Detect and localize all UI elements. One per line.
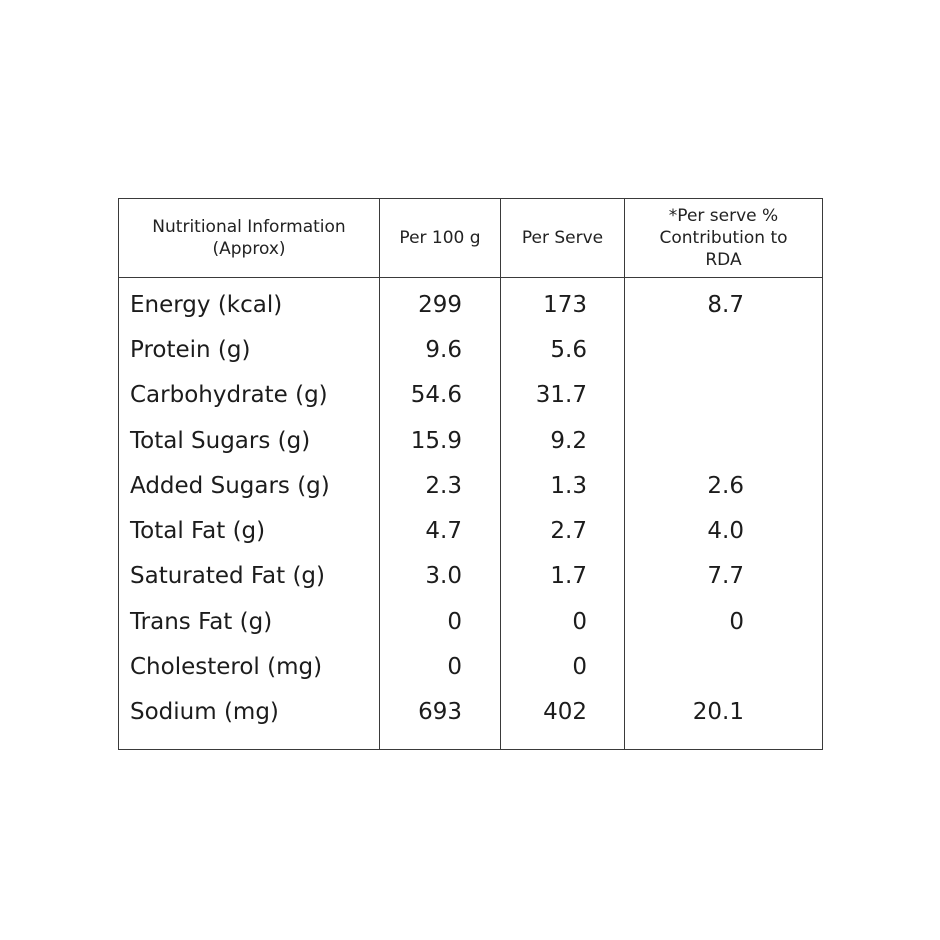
header-per-100g	[380, 199, 501, 278]
header-per-100g-line: Per 100 g	[399, 228, 481, 248]
nutrient-name: Energy (kcal)	[119, 278, 380, 328]
table-body	[119, 278, 823, 750]
table-row	[119, 644, 823, 689]
per-100g-value: 2.3	[380, 463, 501, 508]
header-nutrient-line: Nutritional Information	[152, 217, 346, 237]
header-per-serve-line: Per Serve	[521, 228, 604, 248]
table-row	[119, 327, 823, 372]
per-serve-value: 402	[501, 690, 625, 750]
table-row	[119, 554, 823, 599]
nutrient-name: Saturated Fat (g)	[119, 554, 380, 599]
rda-value: 20.1	[625, 690, 823, 750]
per-serve-value: 2.7	[501, 508, 625, 553]
header-rda-line: RDA	[705, 250, 742, 270]
header-nutrient	[119, 199, 380, 278]
per-serve-value: 9.2	[501, 418, 625, 463]
nutrient-name: Cholesterol (mg)	[119, 644, 380, 689]
table-row	[119, 463, 823, 508]
nutrient-name: Protein (g)	[119, 327, 380, 372]
table-row	[119, 278, 823, 328]
rda-value	[625, 373, 823, 418]
per-100g-value: 299	[380, 278, 501, 328]
per-100g-value: 4.7	[380, 508, 501, 553]
per-serve-value: 1.7	[501, 554, 625, 599]
per-100g-value: 15.9	[380, 418, 501, 463]
per-100g-value: 3.0	[380, 554, 501, 599]
per-serve-value: 0	[501, 599, 625, 644]
rda-value: 4.0	[625, 508, 823, 553]
per-serve-value: 31.7	[501, 373, 625, 418]
nutrient-name: Trans Fat (g)	[119, 599, 380, 644]
table-row	[119, 599, 823, 644]
per-100g-value: 0	[380, 599, 501, 644]
table-row	[119, 418, 823, 463]
rda-value: 0	[625, 599, 823, 644]
per-serve-value: 5.6	[501, 327, 625, 372]
table-header	[119, 199, 823, 278]
per-100g-value: 54.6	[380, 373, 501, 418]
rda-value: 2.6	[625, 463, 823, 508]
header-nutrient-line: (Approx)	[212, 239, 286, 259]
per-100g-value: 693	[380, 690, 501, 750]
nutrition-table	[118, 198, 823, 750]
nutrient-name: Sodium (mg)	[119, 690, 380, 750]
header-row	[119, 199, 823, 278]
nutrient-name: Total Sugars (g)	[119, 418, 380, 463]
nutrient-name: Added Sugars (g)	[119, 463, 380, 508]
nutrient-name: Total Fat (g)	[119, 508, 380, 553]
per-serve-value: 0	[501, 644, 625, 689]
header-per-serve	[501, 199, 625, 278]
rda-value: 8.7	[625, 278, 823, 328]
per-100g-value: 9.6	[380, 327, 501, 372]
header-rda	[625, 199, 823, 278]
per-serve-value: 173	[501, 278, 625, 328]
per-100g-value: 0	[380, 644, 501, 689]
rda-value: 7.7	[625, 554, 823, 599]
rda-value	[625, 327, 823, 372]
table-row	[119, 373, 823, 418]
table-row	[119, 508, 823, 553]
header-rda-line: Contribution to	[659, 228, 788, 248]
table-row	[119, 690, 823, 750]
header-rda-line: *Per serve %	[668, 206, 779, 226]
nutrient-name: Carbohydrate (g)	[119, 373, 380, 418]
rda-value	[625, 418, 823, 463]
per-serve-value: 1.3	[501, 463, 625, 508]
rda-value	[625, 644, 823, 689]
